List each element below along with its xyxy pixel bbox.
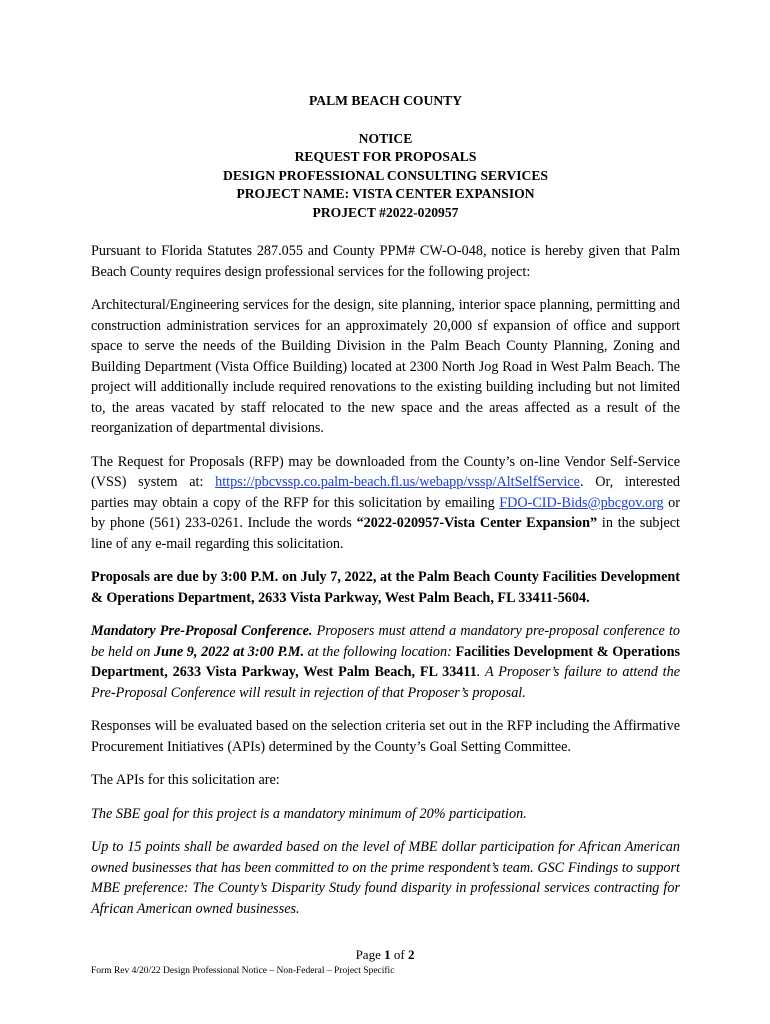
rfp-download-paragraph [91, 452, 680, 555]
conference-location: Facilities Development & Operations Department, 2633 Vista Parkway, West Palm Beach, FL 33411 [91, 643, 681, 680]
rfp-text-1: The Request for Proposals (RFP) may be downloaded from the County’s on-line Vendor Self-Service (VSS) system at: [91, 453, 680, 490]
vss-link[interactable]: https://pbcvssp.co.palm-beach.fl.us/webapp/vssp/AltSelfService [215, 474, 580, 490]
project-number-title: PROJECT #2022-020957 [312, 204, 459, 220]
scope-paragraph: Architectural/Engineering services for the design, site planning, interior space planning, permitting and construction administration services for an approximately 20,000 sf expansion of office and support space to serve the needs of the Building Division in the Palm Beach County Planning, Zoning and Building Department (Vista Office Building) located at 2300 North Jog Road in West Palm Beach. The project will additionally include required renovations to the existing building including but not limited to, the areas vacated by staff relocated to the new space and the areas affected as a result of the reorganization of departmental divisions. [91, 297, 680, 436]
pre-proposal-paragraph: Mandatory Pre-Proposal Conference. Proposers must attend a mandatory pre-proposal conference to be held on June 9, 2022 at 3:00 P.M. at the following location: Facilities Development & Operations Department, 2633 Vista Parkway, West Palm Beach, FL 33411. A Proposer’s failure to attend the Pre-Proposal Conference will result in rejection of that Proposer’s proposal. [91, 623, 681, 701]
project-name-title: PROJECT NAME: VISTA CENTER EXPANSION [236, 186, 535, 201]
subject-line-words: “2022-020957-Vista Center Expansion” [356, 515, 598, 531]
rfp-title: REQUEST FOR PROPOSALS [294, 149, 477, 164]
county-title: PALM BEACH COUNTY [308, 93, 463, 108]
pre-proposal-lead: Mandatory Pre-Proposal Conference. [91, 623, 313, 639]
document-body [91, 92, 680, 932]
page-number: Page 1 of 2 [355, 947, 415, 962]
evaluation-paragraph: Responses will be evaluated based on the selection criteria set out in the RFP including the Affirmative Procurement Initiatives (APIs) determined by the County’s Goal Setting Committee. [91, 718, 680, 755]
notice-title: NOTICE [358, 130, 413, 146]
due-date-paragraph: Proposals are due by 3:00 P.M. on July 7, 2022, at the Palm Beach County Facilities Development & Operations Department, 2633 Vista Parkway, West Palm Beach, FL 33411-5604. [91, 569, 680, 606]
notice-heading [91, 92, 680, 222]
mbe-preference: Up to 15 points shall be awarded based on the level of MBE dollar participation for African American owned businesses that has been committed to on the prime respondent’s team. GSC Findings to support MBE preference: The County’s Disparity Study found disparity in professional services contracting for African American owned businesses. [91, 839, 680, 917]
conference-date: June 9, 2022 at 3:00 P.M. [153, 643, 305, 660]
form-revision: Form Rev 4/20/22 Design Professional Notice – Non-Federal – Project Specific [91, 966, 395, 976]
rfp-text-4: in the subject line of any e-mail regarding this solicitation. [91, 515, 680, 552]
sbe-goal: The SBE goal for this project is a mandatory minimum of 20% participation. [91, 805, 527, 822]
apis-intro: The APIs for this solicitation are: [91, 772, 280, 788]
rfp-text-3: or by phone (561) 233-0261. Include the words [91, 494, 680, 531]
services-title: DESIGN PROFESSIONAL CONSULTING SERVICES [223, 167, 548, 183]
email-link[interactable]: FDO-CID-Bids@pbcgov.org [499, 494, 664, 511]
statute-paragraph: Pursuant to Florida Statutes 287.055 and County PPM# CW-O-048, notice is hereby given that Palm Beach County requires design professional services for the following project: [91, 243, 680, 280]
rfp-text-2: . Or, interested parties may obtain a copy of the RFP for this solicitation by emailing [91, 474, 680, 511]
